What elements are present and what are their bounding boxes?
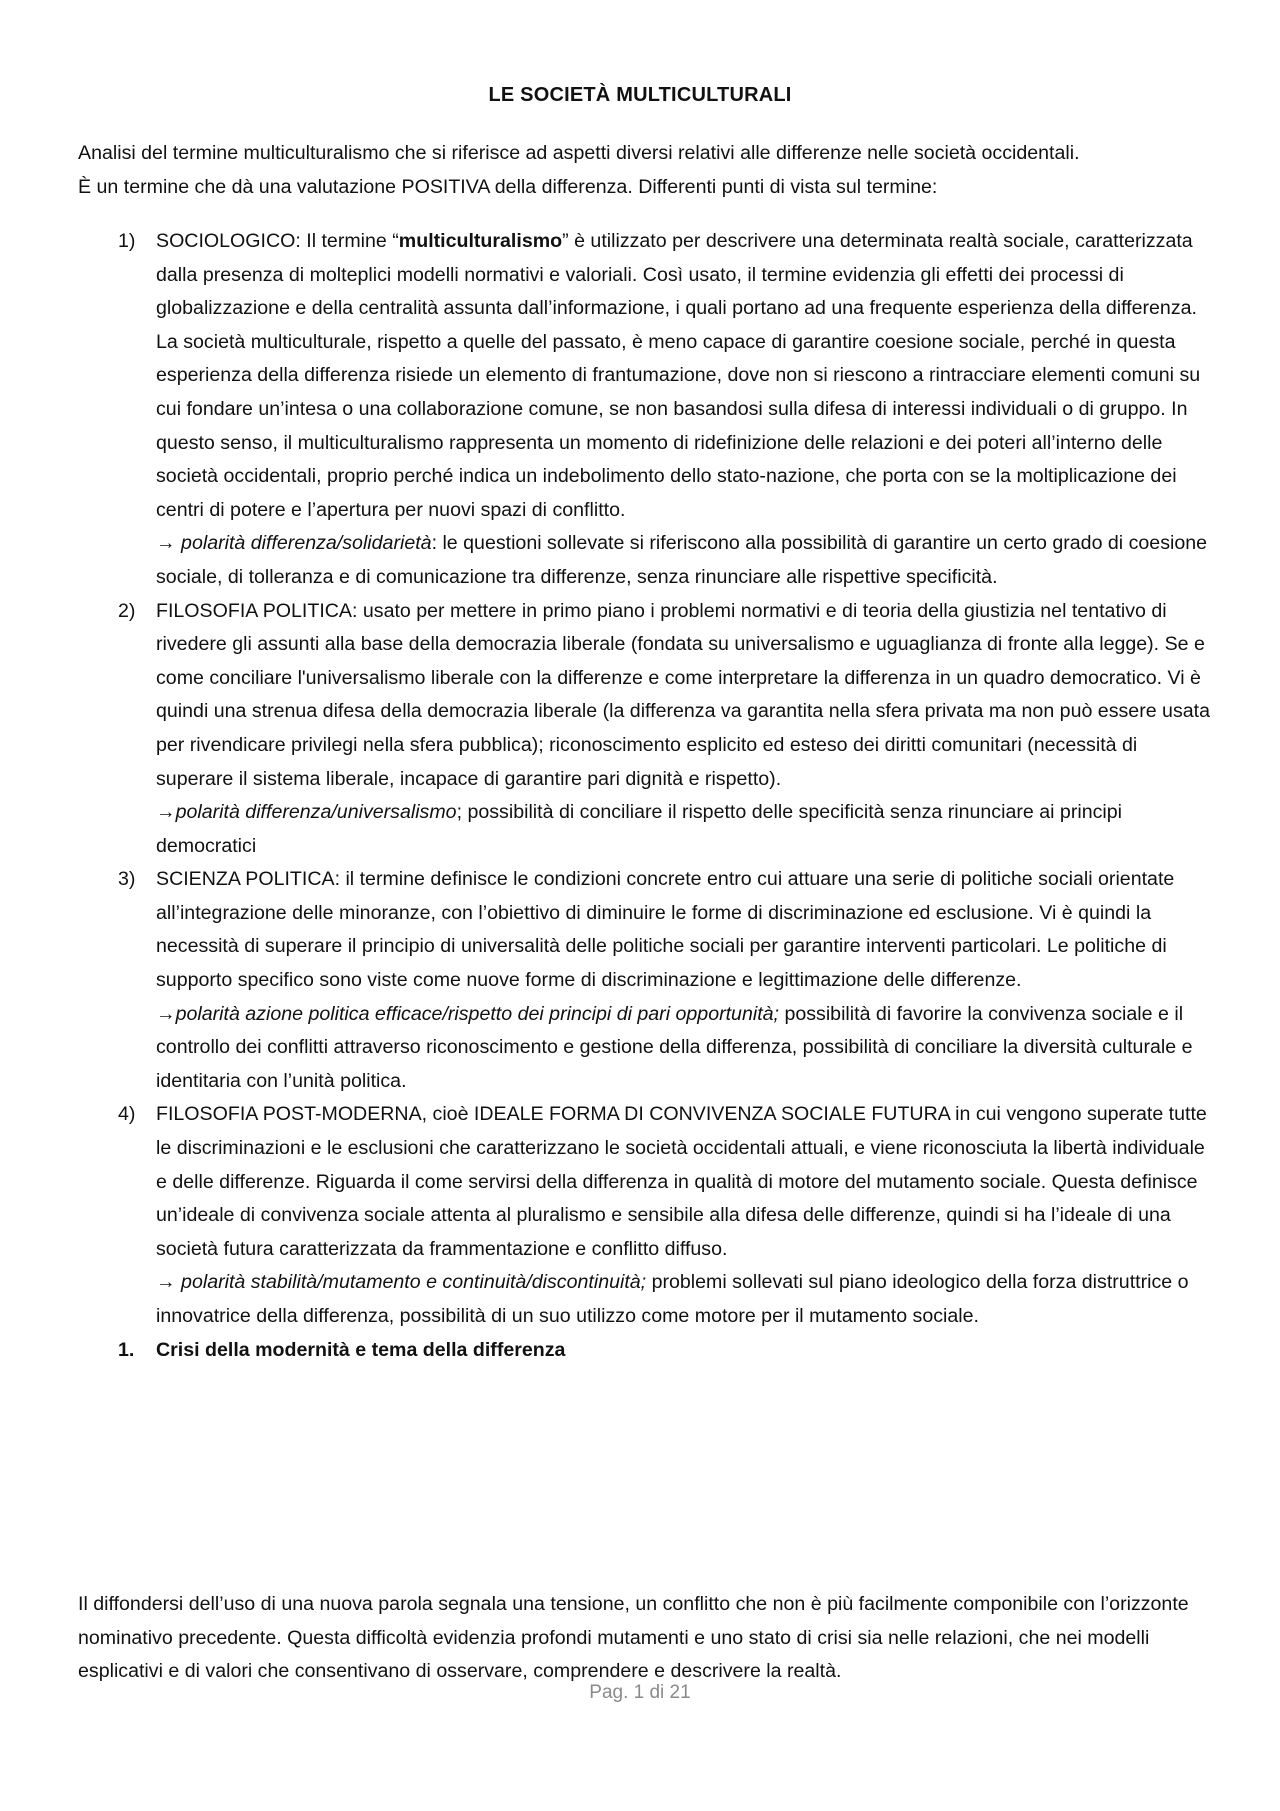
arrow-icon: → <box>156 532 182 555</box>
polarity-note <box>156 1266 1212 1333</box>
arrow-icon: → <box>156 1002 176 1025</box>
polarity-text: ; possibilità di conciliare il rispetto delle specificità senza rinunciare ai principi democratici <box>156 801 1122 857</box>
polarity-note <box>156 527 1212 594</box>
list-item-text <box>156 225 1212 527</box>
intro-line-1: Analisi del termine multiculturalismo che si riferisce ad aspetti diversi relativi alle differenze nelle società occidentali. <box>78 142 1080 164</box>
list-item-filosofia-politica <box>78 595 1212 864</box>
list-item-number: 4) <box>118 1103 136 1126</box>
section-heading <box>78 1334 1212 1368</box>
section-heading-number: 1. <box>118 1338 135 1361</box>
list-item-number: 2) <box>118 599 136 622</box>
arrow-icon: → <box>156 1271 182 1294</box>
list-item-number: 1) <box>118 230 136 252</box>
list-item-scienza-politica <box>78 863 1212 1098</box>
viewpoints-list <box>78 225 1212 1367</box>
closing-paragraph: Il diffondersi dell’uso di una nuova parola segnala una tensione, un conflitto che non è più facilmente componibile con l’orizzonte nominativo precedente. Questa difficoltà evidenzia profondi mutamenti e uno stato di crisi sia nelle relazioni, che nei modelli esplicativi e di valori che consentivano di osservare, comprendere e descrivere la realtà. <box>78 1593 1189 1683</box>
polarity-note <box>156 998 1212 1099</box>
page-footer: Pag. 1 di 21 <box>589 1682 691 1703</box>
list-item-sociologico <box>78 225 1212 595</box>
list-item-text: FILOSOFIA POST-MODERNA, cioè IDEALE FORMA DI CONVIVENZA SOCIALE FUTURA in cui vengono superate tutte le discriminazioni e le esclusioni che caratterizzano le società occidentali attuali, e viene riconosciuta la libertà individuale e delle differenze. Riguarda il come servirsi della differenza in qualità di motore del mutamento sociale. Questa definisce un’ideale di convivenza sociale attenta al pluralismo e sensibile alla difesa delle differenze, quindi si ha l’ideale di una società futura caratterizzata da frammentazione e conflitto diffuso. <box>156 1103 1207 1260</box>
polarity-note <box>156 796 1212 863</box>
text-segment: ” è utilizzato per descrivere una determinata realtà sociale, caratterizzata dalla presenza di molteplici modelli normativi e valoriali. Così usato, il termine evidenzia gli effetti dei processi di globalizzazione e della centralità assunta dall’informazione, i quali portano ad una frequente esperienza della differenza. La società multiculturale, rispetto a quelle del passato, è meno capace di garantire coesione sociale, perché in questa esperienza della differenza risiede un elemento di frantumazione, dove non si riescono a rintracciare elementi comuni su cui fondare un’intesa o una collaborazione comune, se non basandosi sulla difesa di interessi individuali o di gruppo. In questo senso, il multiculturalismo rappresenta un momento di ridefinizione delle relazioni e dei poteri all’interno delle società occidentali, proprio perché indica un indebolimento dello stato-nazione, che porta con se la moltiplicazione dei centri di potere e l’apertura per nuovi spazi di conflitto. <box>156 230 1201 521</box>
list-item-text: FILOSOFIA POLITICA: usato per mettere in primo piano i problemi normativi e di teoria della giustizia nel tentativo di rivedere gli assunti alla base della democrazia liberale (fondata su universalismo e uguaglianza di fronte alla legge). Se e come conciliare l'universalismo liberale con la differenze e come interpretare la differenza in un quadro democratico. Vi è quindi una strenua difesa della democrazia liberale (la differenza va garantita nella sfera privata ma non può essere usata per rivendicare privilegi nella sfera pubblica); riconoscimento esplicito ed esteso dei diritti comunitari (necessità di superare il sistema liberale, incapace di garantire pari dignità e rispetto). <box>156 599 1210 790</box>
polarity-label: polarità differenza/universalismo <box>175 801 457 824</box>
bold-term: multiculturalismo <box>398 230 563 252</box>
intro-paragraph <box>78 137 1210 204</box>
polarity-label: polarità stabilità/mutamento e continuità/discontinuità; <box>181 1271 647 1294</box>
arrow-icon: → <box>156 801 176 824</box>
list-item-filosofia-post-moderna <box>78 1098 1212 1333</box>
section-heading-text: Crisi della modernità e tema della differenza <box>156 1338 566 1361</box>
polarity-label: polarità azione politica efficace/rispetto dei principi di pari opportunità; <box>175 1002 779 1025</box>
polarity-label: polarità differenza/solidarietà <box>181 532 432 555</box>
polarity-text: possibilità di favorire la convivenza sociale e il controllo dei conflitti attraverso riconoscimento e gestione della differenza, possibilità di conciliare la diversità culturale e identitaria con l’unità politica. <box>156 1002 1193 1092</box>
polarity-text: : le questioni sollevate si riferiscono alla possibilità di garantire un certo grado di coesione sociale, di tolleranza e di comunicazione tra differenze, senza rinunciare alle rispettive specificità. <box>156 532 1208 588</box>
polarity-text: problemi sollevati sul piano ideologico della forza distruttrice o innovatrice della differenza, possibilità di un suo utilizzo come motore per il mutamento sociale. <box>156 1271 1189 1327</box>
text-segment: SOCIOLOGICO: Il termine “ <box>156 230 399 252</box>
intro-line-2: È un termine che dà una valutazione POSITIVA della differenza. Differenti punti di vista sul termine: <box>78 175 938 198</box>
list-item-number: 3) <box>118 868 136 891</box>
document-title: LE SOCIETÀ MULTICULTURALI <box>488 84 792 106</box>
list-item-text: SCIENZA POLITICA: il termine definisce le condizioni concrete entro cui attuare una serie di politiche sociali orientate all’integrazione delle minoranze, con l’obiettivo di diminuire le forme di discriminazione ed esclusione. Vi è quindi la necessità di superare il principio di universalità delle politiche sociali per garantire interventi particolari. Le politiche di supporto specifico sono viste come nuove forme di discriminazione e legittimazione delle differenze. <box>156 868 1175 992</box>
